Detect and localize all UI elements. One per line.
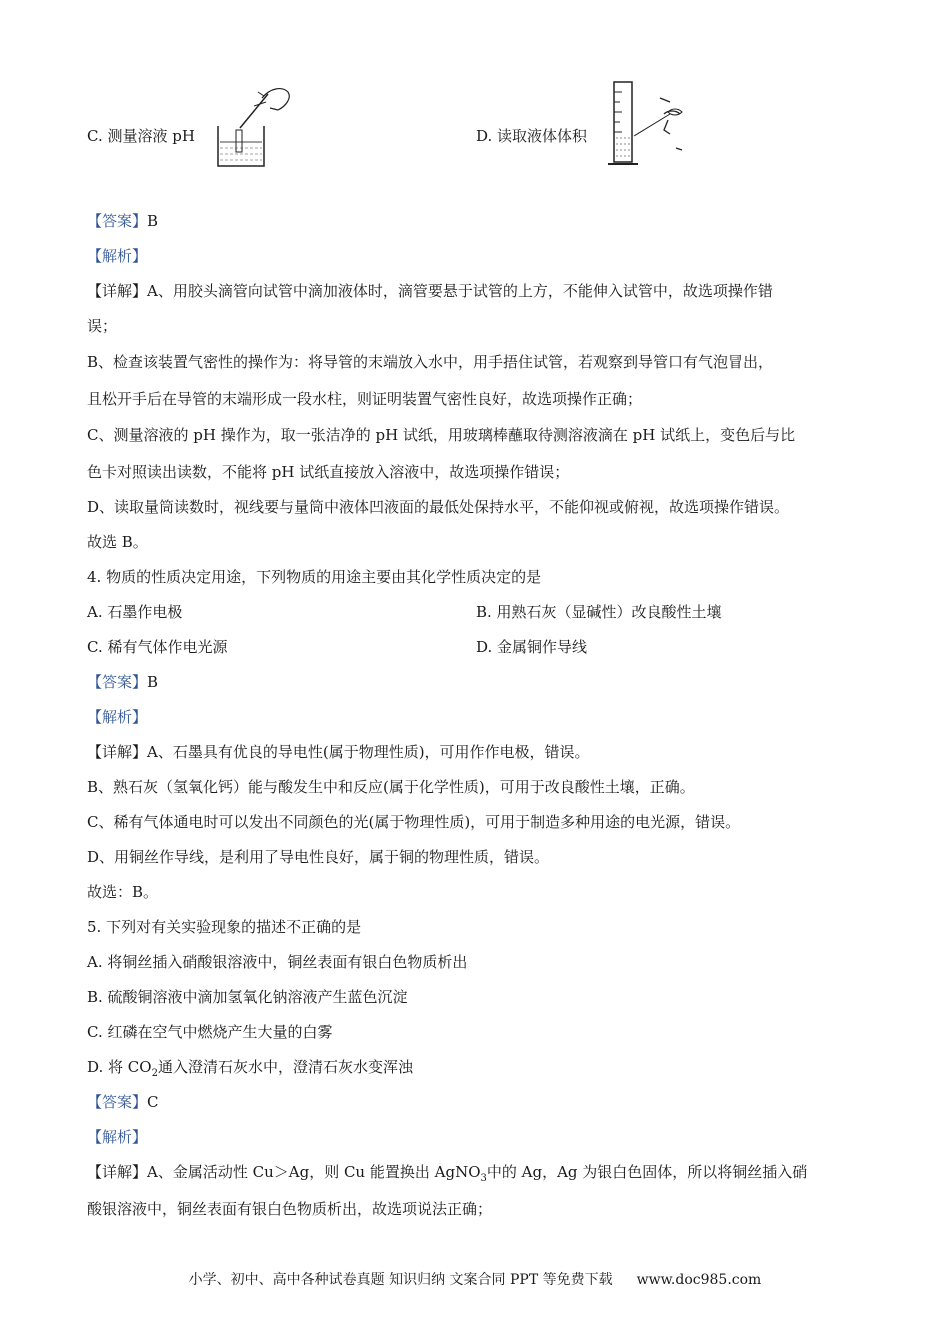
detail-tag: 【详解】 xyxy=(87,282,148,300)
q4-detail-b: B、熟石灰（氢氧化钙）能与酸发生中和反应(属于化学性质)，可用于改良酸性土壤，正确。 xyxy=(87,778,695,796)
q5-analysis-tag: 【解析】 xyxy=(87,1128,148,1146)
q5-option-b: B. 硫酸铜溶液中滴加氢氧化钠溶液产生蓝色沉淀 xyxy=(87,988,408,1006)
q4-option-a: A. 石墨作电极 xyxy=(87,603,183,621)
q5-option-c: C. 红磷在空气中燃烧产生大量的白雾 xyxy=(87,1023,333,1041)
q3-detail-d: D、读取量筒读数时，视线要与量筒中液体凹液面的最低处保持水平，不能仰视或俯视，故选项操作错误。 xyxy=(87,498,790,516)
q3-conclusion: 故选 B。 xyxy=(87,533,148,551)
q3-detail-a xyxy=(87,281,773,301)
q4-stem: 4. 物质的性质决定用途，下列物质的用途主要由其化学性质决定的是 xyxy=(87,568,542,586)
q4-detail-c: C、稀有气体通电时可以发出不同颜色的光(属于物理性质)，可用于制造多种用途的电光源，错误。 xyxy=(87,813,741,831)
q4-conclusion: 故选：B。 xyxy=(87,883,159,901)
q3-detail-c: C、测量溶液的 pH 操作为，取一张洁净的 pH 试纸，用玻璃棒蘸取待测溶液滴在 pH 试纸上，变色后与比 xyxy=(87,426,796,444)
q4-analysis-tag: 【解析】 xyxy=(87,708,148,726)
q5-stem: 5. 下列对有关实验现象的描述不正确的是 xyxy=(87,918,362,936)
detail-text: A、金属活动性 Cu＞Ag，则 Cu 能置换出 AgNO xyxy=(147,1163,481,1181)
q3-answer xyxy=(87,211,158,231)
q4-answer xyxy=(87,672,158,692)
q5-option-a: A. 将铜丝插入硝酸银溶液中，铜丝表面有银白色物质析出 xyxy=(87,953,468,971)
option-text: D. 将 CO xyxy=(87,1058,152,1076)
answer-value: B xyxy=(147,673,159,691)
detail-text: A、用胶头滴管向试管中滴加液体时，滴管要悬于试管的上方，不能伸入试管中，故选项操作错 xyxy=(147,282,773,300)
answer-tag: 【答案】 xyxy=(87,212,148,230)
q3-option-c: C. 测量溶液 pH xyxy=(87,127,195,145)
q3-detail-c-cont: 色卡对照读出读数，不能将 pH 试纸直接放入溶液中，故选项操作错误； xyxy=(87,463,570,481)
detail-tag: 【详解】 xyxy=(87,1163,148,1181)
detail-text: 中的 Ag，Ag 为银白色固体，所以将铜丝插入硝 xyxy=(486,1163,808,1181)
q4-option-c: C. 稀有气体作电光源 xyxy=(87,638,228,656)
answer-value: B xyxy=(147,212,159,230)
q5-detail-a xyxy=(87,1162,807,1182)
page-footer xyxy=(0,1270,950,1290)
q4-option-d: D. 金属铜作导线 xyxy=(476,638,588,656)
q3-option-d: D. 读取液体体积 xyxy=(476,127,588,145)
q3-detail-a-cont: 误； xyxy=(87,317,118,335)
graduated-cylinder-illustration xyxy=(604,78,700,172)
q5-answer xyxy=(87,1092,159,1112)
option-text: 通入澄清石灰水中，澄清石灰水变浑浊 xyxy=(157,1058,413,1076)
q3-detail-b: B、检查该装置气密性的操作为：将导管的末端放入水中，用手捂住试管，若观察到导管口有气泡冒出， xyxy=(87,353,774,371)
footer-text: 小学、初中、高中各种试卷真题 知识归纳 文案合同 PPT 等免费下载 xyxy=(188,1272,613,1288)
footer-link[interactable]: www.doc985.com xyxy=(636,1272,762,1288)
q4-option-b: B. 用熟石灰（显碱性）改良酸性土壤 xyxy=(476,603,722,621)
answer-value: C xyxy=(147,1093,159,1111)
q4-detail-d: D、用铜丝作导线，是利用了导电性良好，属于铜的物理性质，错误。 xyxy=(87,848,550,866)
q5-option-d xyxy=(87,1057,413,1077)
subscript: 3 xyxy=(480,1173,487,1184)
detail-text: A、石墨具有优良的导电性(属于物理性质)，可用作作电极，错误。 xyxy=(147,743,590,761)
q3-detail-b-cont: 且松开手后在导管的末端形成一段水柱，则证明装置气密性良好，故选项操作正确； xyxy=(87,390,643,408)
subscript: 2 xyxy=(151,1068,158,1079)
q4-detail-a xyxy=(87,742,590,762)
q5-detail-a-cont: 酸银溶液中，铜丝表面有银白色物质析出，故选项说法正确； xyxy=(87,1200,493,1218)
ph-measure-illustration xyxy=(212,84,296,170)
answer-tag: 【答案】 xyxy=(87,673,148,691)
answer-tag: 【答案】 xyxy=(87,1093,148,1111)
q3-analysis-tag: 【解析】 xyxy=(87,247,148,265)
detail-tag: 【详解】 xyxy=(87,743,148,761)
